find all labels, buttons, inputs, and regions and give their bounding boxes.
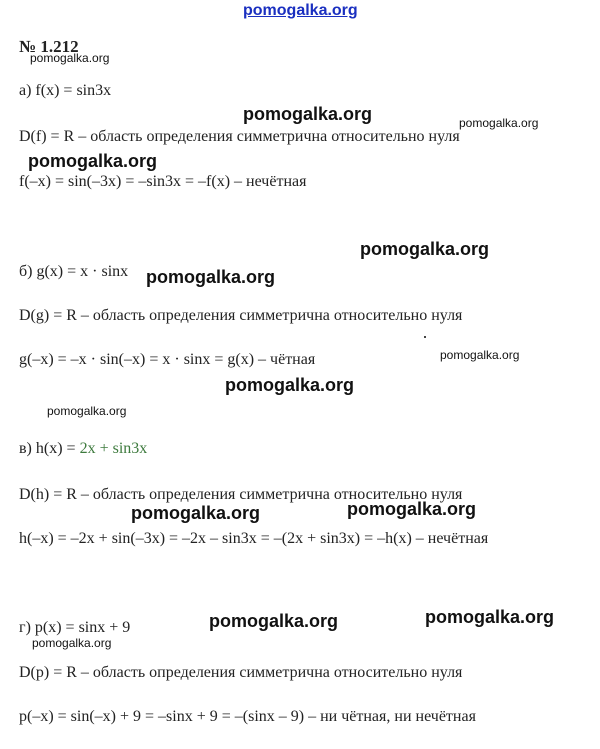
watermark: pomogalka.org — [347, 499, 477, 519]
watermark: pomogalka.org — [360, 239, 490, 259]
part-g-check: p(–x) = sin(–x) + 9 = –sinx + 9 = –(sinx – 9) – ни чётная, ни нечётная — [19, 708, 476, 725]
stray-dot — [424, 336, 426, 338]
watermark: pomogalka.org — [131, 503, 261, 523]
watermark: pomogalka.org — [30, 51, 110, 65]
part-g-definition: г) p(x) = sinx + 9 — [19, 619, 131, 636]
part-v-definition — [19, 440, 147, 458]
watermark: pomogalka.org — [459, 116, 539, 130]
part-v-domain: D(h) = R – область определения симметрична относительно нуля — [19, 486, 463, 503]
watermark: pomogalka.org — [425, 607, 555, 627]
part-b-domain: D(g) = R – область определения симметрична относительно нуля — [19, 307, 463, 324]
part-a-domain: D(f) = R – область определения симметрична относительно нуля — [19, 128, 460, 145]
watermark: pomogalka.org — [243, 104, 373, 124]
watermark: pomogalka.org — [225, 375, 355, 395]
watermark: pomogalka.org — [209, 611, 339, 631]
part-b-definition: б) g(x) = x · sinx — [19, 263, 129, 280]
watermark: pomogalka.org — [146, 267, 276, 287]
problem-number: № 1.212 — [19, 37, 79, 56]
watermark: pomogalka.org — [440, 348, 520, 362]
part-v-definition-expression: 2x + sin3x — [79, 440, 148, 457]
part-v-definition-prefix: в) h(x) = — [19, 440, 80, 457]
watermark: pomogalka.org — [47, 404, 127, 418]
part-a-check: f(–x) = sin(–3x) = –sin3x = –f(x) – нечётная — [19, 173, 307, 190]
part-a-definition: а) f(x) = sin3x — [19, 82, 112, 99]
part-b-check: g(–x) = –x · sin(–x) = x · sinx = g(x) – чётная — [19, 351, 316, 368]
watermark: pomogalka.org — [28, 151, 158, 171]
watermark: pomogalka.org — [32, 636, 112, 650]
part-v-check: h(–x) = –2x + sin(–3x) = –2x – sin3x = –(2x + sin3x) = –h(x) – нечётная — [19, 530, 489, 547]
part-g-domain: D(p) = R – область определения симметрична относительно нуля — [19, 664, 463, 681]
site-link[interactable]: pomogalka.org — [243, 2, 358, 19]
